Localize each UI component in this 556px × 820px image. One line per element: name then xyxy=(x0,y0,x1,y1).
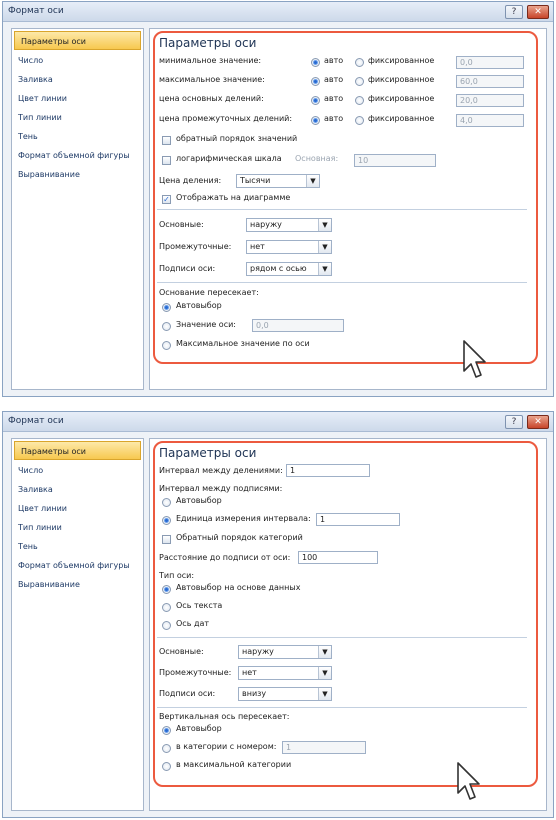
sidebar-item-axis-options[interactable]: Параметры оси xyxy=(14,441,141,460)
label-unit-input[interactable]: 1 xyxy=(316,513,400,526)
axis-options-panel xyxy=(149,438,547,811)
sidebar-item-line-style[interactable]: Тип линии xyxy=(18,523,62,532)
max-auto-label: авто xyxy=(324,75,344,84)
minor-fixed-label: фиксированное xyxy=(368,114,435,123)
max-fixed-label: фиксированное xyxy=(368,75,435,84)
minor-unit-label: цена промежуточных делений: xyxy=(159,114,293,123)
crosses-max-radio[interactable] xyxy=(162,341,171,350)
chevron-down-icon: ▼ xyxy=(318,646,331,658)
sidebar-item-line-style[interactable]: Тип линии xyxy=(18,113,62,122)
vcross-auto-label: Автовыбор xyxy=(176,724,222,733)
major-fixed-radio[interactable] xyxy=(355,96,364,105)
major-tick-label: Основные: xyxy=(159,647,204,656)
sidebar-item-3d-format[interactable]: Формат объемной фигуры xyxy=(18,561,130,570)
label-distance-label: Расстояние до подписи от оси: xyxy=(159,553,291,562)
panel-title: Параметры оси xyxy=(159,446,257,460)
max-value-label: максимальное значение: xyxy=(159,75,265,84)
vcross-max-radio[interactable] xyxy=(162,762,171,771)
minor-fixed-radio[interactable] xyxy=(355,116,364,125)
vcross-auto-radio[interactable] xyxy=(162,726,171,735)
vcross-max-label: в максимальной категории xyxy=(176,760,292,769)
sidebar-item-alignment[interactable]: Выравнивание xyxy=(18,170,80,179)
crosses-max-label: Максимальное значение по оси xyxy=(176,339,310,348)
axis-labels-value: внизу xyxy=(242,689,267,698)
axis-type-label: Тип оси: xyxy=(159,571,195,580)
divider xyxy=(157,637,527,638)
max-fixed-radio[interactable] xyxy=(355,77,364,86)
sidebar-item-number[interactable]: Число xyxy=(18,56,44,65)
sidebar-item-number[interactable]: Число xyxy=(18,466,44,475)
title-bar xyxy=(3,412,553,432)
divider xyxy=(157,209,527,210)
axis-type-auto-radio[interactable] xyxy=(162,585,171,594)
min-fixed-label: фиксированное xyxy=(368,56,435,65)
crosses-auto-label: Автовыбор xyxy=(176,301,222,310)
minor-unit-input[interactable]: 4,0 xyxy=(456,114,524,127)
major-fixed-label: фиксированное xyxy=(368,94,435,103)
axis-type-date-radio[interactable] xyxy=(162,621,171,630)
title-bar xyxy=(3,2,553,22)
log-base-label: Основная: xyxy=(295,154,339,163)
minor-tick-value: нет xyxy=(250,242,265,251)
min-auto-radio[interactable] xyxy=(311,58,320,67)
crosses-value-label: Значение оси: xyxy=(176,320,236,329)
sidebar-item-fill[interactable]: Заливка xyxy=(18,485,53,494)
axis-labels-value: рядом с осью xyxy=(250,264,307,273)
axis-type-auto-label: Автовыбор на основе данных xyxy=(176,583,301,592)
label-unit-label: Единица измерения интервала: xyxy=(176,514,311,523)
panel-title: Параметры оси xyxy=(159,36,257,50)
display-units-value: Тысячи xyxy=(240,176,271,185)
axis-labels-select[interactable] xyxy=(246,262,332,276)
major-unit-label: цена основных делений: xyxy=(159,94,264,103)
reverse-order-checkbox[interactable] xyxy=(162,136,171,145)
close-button[interactable]: ✕ xyxy=(527,5,549,19)
sidebar-item-shadow[interactable]: Тень xyxy=(18,542,38,551)
dialog-title: Формат оси xyxy=(8,6,64,16)
label-auto-radio[interactable] xyxy=(162,498,171,507)
mouse-cursor-icon xyxy=(456,761,482,803)
dialog-title: Формат оси xyxy=(8,416,64,426)
help-button[interactable]: ? xyxy=(505,415,523,429)
min-value-label: минимальное значение: xyxy=(159,56,262,65)
axis-type-date-label: Ось дат xyxy=(176,619,210,628)
major-tick-value: наружу xyxy=(242,647,274,656)
category-sidebar xyxy=(11,28,144,390)
label-distance-input[interactable]: 100 xyxy=(298,551,378,564)
min-auto-label: авто xyxy=(324,56,344,65)
close-button[interactable]: ✕ xyxy=(527,415,549,429)
crosses-value-radio[interactable] xyxy=(162,322,171,331)
axis-labels-select[interactable] xyxy=(238,687,332,701)
minor-tick-value: нет xyxy=(242,668,257,677)
crosses-label: Основание пересекает: xyxy=(159,288,259,297)
sidebar-item-3d-format[interactable]: Формат объемной фигуры xyxy=(18,151,130,160)
axis-type-text-label: Ось текста xyxy=(176,601,223,610)
display-units-select[interactable] xyxy=(236,174,320,188)
major-tick-select[interactable] xyxy=(246,218,332,232)
minor-tick-label: Промежуточные: xyxy=(159,242,232,251)
max-value-input[interactable]: 60,0 xyxy=(456,75,524,88)
label-auto-label: Автовыбор xyxy=(176,496,222,505)
reverse-order-label: обратный порядок значений xyxy=(176,134,298,143)
max-auto-radio[interactable] xyxy=(311,77,320,86)
display-units-label: Цена деления: xyxy=(159,176,222,185)
major-auto-label: авто xyxy=(324,94,344,103)
major-unit-input[interactable]: 20,0 xyxy=(456,94,524,107)
min-value-input[interactable]: 0,0 xyxy=(456,56,524,69)
show-on-chart-checkbox[interactable]: ✓ xyxy=(163,195,170,204)
chevron-down-icon: ▼ xyxy=(318,667,331,679)
tick-interval-input[interactable]: 1 xyxy=(286,464,370,477)
minor-auto-radio[interactable] xyxy=(311,116,320,125)
vertical-cross-label: Вертикальная ось пересекает: xyxy=(159,712,290,721)
major-tick-label: Основные: xyxy=(159,220,204,229)
help-button[interactable]: ? xyxy=(505,5,523,19)
minor-auto-label: авто xyxy=(324,114,344,123)
sidebar-item-line-color[interactable]: Цвет линии xyxy=(18,504,67,513)
mouse-cursor-icon xyxy=(462,339,488,381)
chevron-down-icon: ▼ xyxy=(318,219,331,231)
crosses-auto-radio[interactable] xyxy=(162,303,171,312)
reverse-categories-label: Обратный порядок категорий xyxy=(176,533,303,542)
sidebar-item-axis-options[interactable]: Параметры оси xyxy=(14,31,141,50)
reverse-categories-checkbox[interactable] xyxy=(162,535,171,544)
sidebar-item-alignment[interactable]: Выравнивание xyxy=(18,580,80,589)
log-scale-label: логарифмическая шкала xyxy=(176,154,282,163)
chevron-down-icon: ▼ xyxy=(306,175,319,187)
chevron-down-icon: ▼ xyxy=(318,263,331,275)
format-axis-dialog-value xyxy=(2,1,554,397)
show-on-chart-label: Отображать на диаграмме xyxy=(176,193,291,202)
category-sidebar xyxy=(11,438,144,811)
major-tick-value: наружу xyxy=(250,220,282,229)
chevron-down-icon: ▼ xyxy=(318,241,331,253)
format-axis-dialog-category xyxy=(2,411,554,818)
minor-tick-select[interactable] xyxy=(238,666,332,680)
axis-labels-label: Подписи оси: xyxy=(159,689,216,698)
label-interval-label: Интервал между подписями: xyxy=(159,484,283,493)
min-fixed-radio[interactable] xyxy=(355,58,364,67)
major-tick-select[interactable] xyxy=(238,645,332,659)
label-unit-radio[interactable] xyxy=(162,516,171,525)
minor-tick-select[interactable] xyxy=(246,240,332,254)
log-base-input[interactable]: 10 xyxy=(354,154,436,167)
major-auto-radio[interactable] xyxy=(311,96,320,105)
divider xyxy=(157,707,527,708)
axis-type-text-radio[interactable] xyxy=(162,603,171,612)
sidebar-item-line-color[interactable]: Цвет линии xyxy=(18,94,67,103)
sidebar-item-shadow[interactable]: Тень xyxy=(18,132,38,141)
divider xyxy=(157,282,527,283)
vcross-category-label: в категории с номером: xyxy=(176,742,277,751)
chevron-down-icon: ▼ xyxy=(318,688,331,700)
vcross-category-radio[interactable] xyxy=(162,744,171,753)
axis-labels-label: Подписи оси: xyxy=(159,264,216,273)
tick-interval-label: Интервал между делениями: xyxy=(159,466,283,475)
vcross-category-input[interactable]: 1 xyxy=(282,741,366,754)
log-scale-checkbox[interactable] xyxy=(162,156,171,165)
crosses-value-input[interactable]: 0,0 xyxy=(252,319,344,332)
axis-options-panel xyxy=(149,28,547,390)
sidebar-item-fill[interactable]: Заливка xyxy=(18,75,53,84)
minor-tick-label: Промежуточные: xyxy=(159,668,232,677)
